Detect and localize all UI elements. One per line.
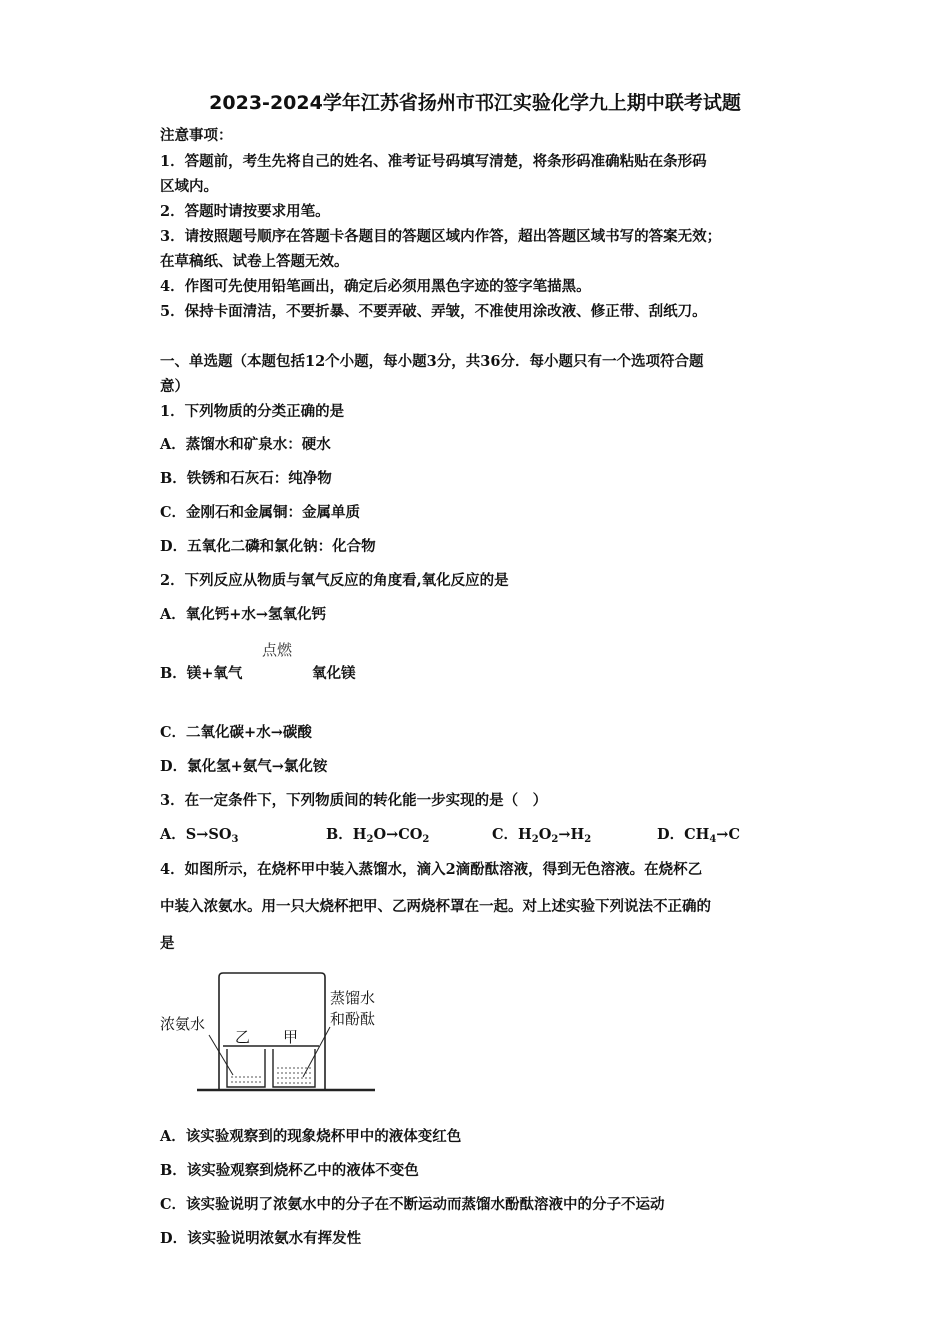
option-b: B．$H_2O\to CO_2$ [326, 826, 430, 845]
option-a: A．氧化钙+水→氢氧化钙 [160, 606, 327, 623]
notice-line: 5．保持卡面清洁，不要折暴、不要弄破、弄皱，不准使用涂改液、修正带、刮纸刀。 [160, 303, 707, 320]
notice-line: 区域内。 [160, 178, 218, 195]
notice-line: 4．作图可先使用铅笔画出，确定后必须用黑色字迹的签字笔描黑。 [160, 278, 591, 295]
notice-heading: 注意事项： [160, 127, 233, 144]
option-c: C．$H_2O_2\to H_2$ [492, 826, 592, 845]
option-d: D．$CH_4\to C$ [657, 826, 740, 845]
option-b: B．该实验观察到烧杯乙中的液体不变色 [160, 1162, 419, 1179]
notice-line: 在草稿纸、试卷上答题无效。 [160, 253, 349, 270]
option-d: D．五氧化二磷和氯化钠：化合物 [160, 538, 376, 555]
label-zhengliushui: 蒸馏水 [330, 989, 376, 1007]
option-c: C．金刚石和金属铜：金属单质 [160, 504, 361, 521]
option-b: B．镁+氧气 [160, 665, 243, 682]
option-a: A．$S\to SO_3$ [160, 826, 239, 845]
question-stem-cont: 中装入浓氨水。用一只大烧杯把甲、乙两烧杯罩在一起。对上述实验下列说法不正确的 [160, 898, 711, 915]
notice-line: 1．答题前，考生先将自己的姓名、准考证号码填写清楚，将条形码准确粘贴在条形码 [160, 153, 707, 170]
option-b: B．铁锈和石灰石：纯净物 [160, 470, 332, 487]
beaker-jia [269, 1046, 319, 1087]
option-c: C．二氧化碳+水→碳酸 [160, 724, 312, 741]
notice-line: 3．请按照题号顺序在答题卡各题目的答题区域内作答，超出答题区域书写的答案无效； [160, 228, 722, 245]
reaction-condition: 点燃 [262, 641, 293, 659]
question-stem: 1．下列物质的分类正确的是 [160, 403, 345, 420]
label-he-fentai: 和酚酞 [330, 1010, 376, 1028]
question-stem-cont: 是 [160, 935, 175, 952]
beaker-yi [223, 1046, 269, 1087]
leader-line-left [209, 1035, 233, 1075]
question-stem: 4．如图所示，在烧杯甲中装入蒸馏水，滴入2滴酚酞溶液，得到无色溶液。在烧杯乙 [160, 861, 703, 878]
option-a: A．蒸馏水和矿泉水：硬水 [160, 436, 331, 453]
option-b-product: 氧化镁 [312, 665, 356, 682]
label-yi: 乙 [235, 1028, 251, 1046]
page-title: 2023-2024学年江苏省扬州市邗江实验化学九上期中联考试题 [209, 92, 741, 114]
question-stem: 2．下列反应从物质与氧气反应的角度看,氧化反应的是 [160, 572, 509, 589]
option-d: D．氯化氢+氨气→氯化铵 [160, 758, 328, 775]
label-jia: 甲 [283, 1028, 299, 1046]
beaker-experiment-diagram [155, 965, 395, 1100]
option-a: A．该实验观察到的现象烧杯甲中的液体变红色 [160, 1128, 462, 1145]
section-heading: 一、单选题（本题包括12个小题，每小题3分，共36分．每小题只有一个选项符合题 [160, 353, 704, 370]
option-c: C．该实验说明了浓氨水中的分子在不断运动而蒸馏水酚酞溶液中的分子不运动 [160, 1196, 665, 1213]
label-nong-anshui: 浓氨水 [160, 1015, 206, 1033]
question-stem: 3．在一定条件下，下列物质间的转化能一步实现的是（ ） [160, 792, 548, 809]
notice-line: 2．答题时请按要求用笔。 [160, 203, 330, 220]
leader-line-right [303, 1027, 330, 1077]
option-d: D．该实验说明浓氨水有挥发性 [160, 1230, 362, 1247]
section-heading-cont: 意） [160, 378, 189, 395]
